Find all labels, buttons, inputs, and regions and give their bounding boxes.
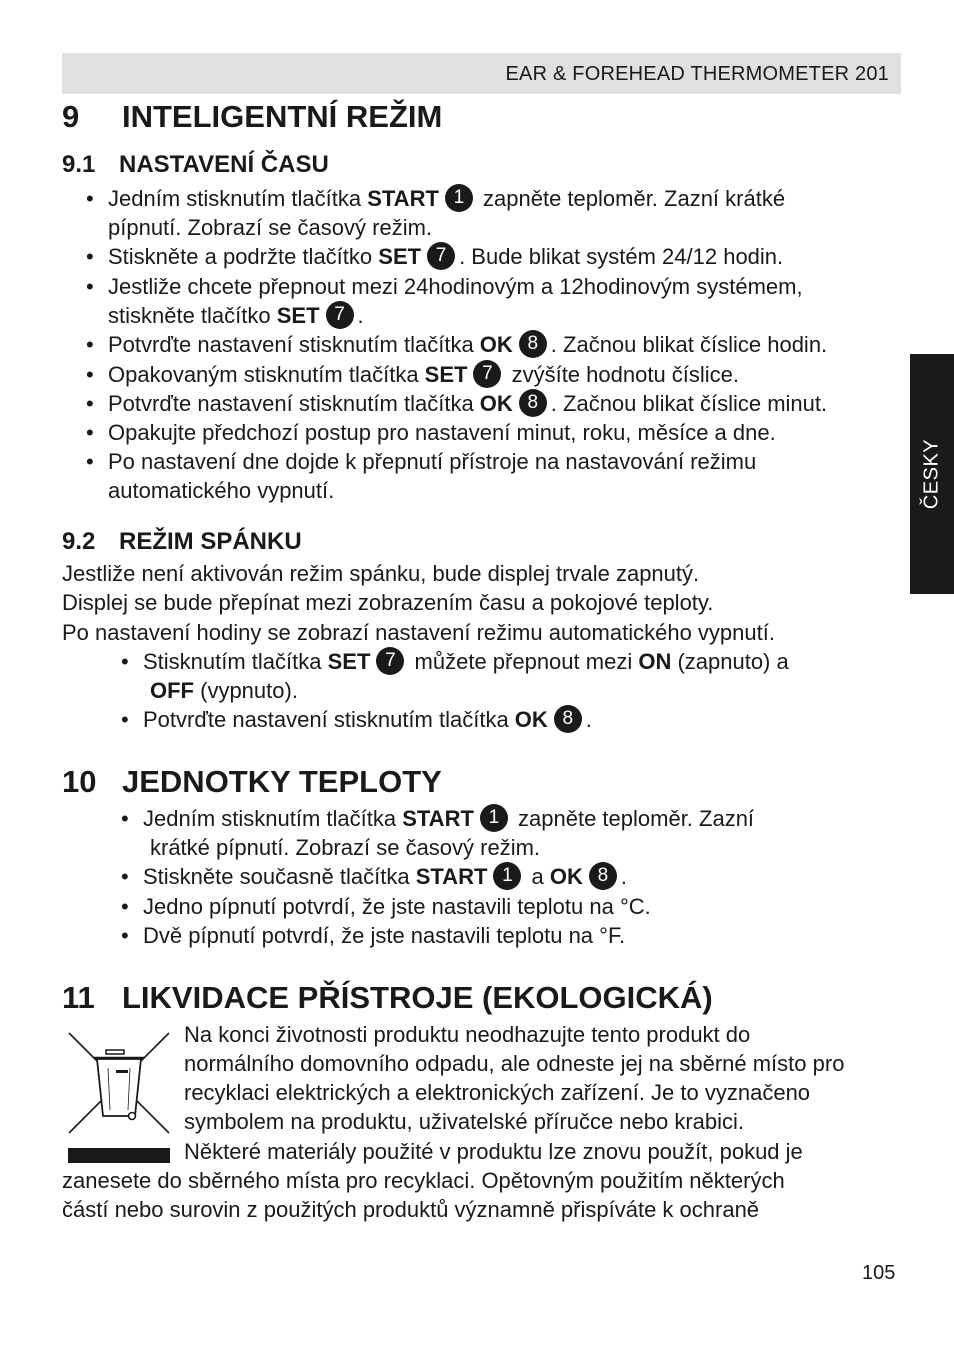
section-9-heading: [62, 99, 442, 135]
button-number-badge: 1: [493, 862, 521, 890]
list-item-continuation: krátké pípnutí. Zobrazí se časový režim.: [150, 835, 541, 860]
button-number-badge: 7: [473, 360, 501, 388]
list-item: Dvě pípnutí potvrdí, že jste nastavili teplotu na °F.: [143, 923, 626, 948]
bullet-dot: •: [121, 923, 129, 948]
page-number: 105: [862, 1262, 896, 1284]
section-title: REŽIM SPÁNKU: [119, 528, 302, 555]
button-number-badge: 7: [376, 647, 404, 675]
section-title: INTELIGENTNÍ REŽIM: [122, 99, 443, 134]
list-item: Potvrďte nastavení stisknutím tlačítka OK 8 . Začnou blikat číslice minut.: [108, 391, 828, 416]
bullet-dot: •: [86, 420, 94, 445]
button-number-badge: 8: [519, 330, 547, 358]
key-label: SET: [276, 303, 320, 328]
key-label: OK: [479, 391, 513, 416]
paragraph-line: Jestliže není aktivován režim spánku, bude displej trvale zapnutý.: [62, 561, 700, 586]
list-item-continuation: OFF (vypnuto).: [150, 678, 298, 703]
language-tab-label: ČESKY: [920, 438, 943, 510]
bullet-dot: •: [86, 244, 94, 269]
section-number: 9.2: [62, 528, 96, 555]
bullet-dot: •: [86, 332, 94, 357]
paragraph-line: částí nebo surovin z použitých produktů významně přispíváte k ochraně: [62, 1197, 760, 1222]
key-label: SET: [424, 362, 468, 387]
list-item-continuation: automatického vypnutí.: [108, 478, 335, 503]
section-number: 9: [62, 99, 80, 134]
key-label: START: [367, 186, 439, 211]
bullet-dot: •: [121, 864, 129, 889]
bullet-dot: •: [121, 894, 129, 919]
paragraph-line: normálního domovního odpadu, ale odneste jej na sběrné místo pro: [184, 1051, 845, 1076]
list-item: Potvrďte nastavení stisknutím tlačítka OK 8 .: [143, 707, 592, 732]
list-item-continuation: stiskněte tlačítko SET 7 .: [108, 303, 364, 328]
section-title: LIKVIDACE PŘÍSTROJE (EKOLOGICKÁ): [122, 980, 713, 1015]
button-number-badge: 8: [589, 862, 617, 890]
button-number-badge: 1: [445, 184, 473, 212]
header-bar: [62, 53, 901, 94]
list-item: Opakujte předchozí postup pro nastavení minut, roku, měsíce a dne.: [108, 420, 776, 445]
on-label: ON: [638, 649, 672, 674]
bullet-dot: •: [86, 362, 94, 387]
list-item-continuation: pípnutí. Zobrazí se časový režim.: [108, 215, 433, 240]
bullet-dot: •: [86, 186, 94, 211]
button-number-badge: 8: [554, 705, 582, 733]
section-10-heading: [62, 764, 442, 800]
paragraph-line: Na konci životnosti produktu neodhazujte tento produkt do: [184, 1022, 751, 1047]
key-label: OK: [479, 332, 513, 357]
button-number-badge: 8: [519, 389, 547, 417]
section-11-heading: [62, 980, 713, 1016]
key-label: SET: [378, 244, 422, 269]
key-label: OK: [549, 864, 583, 889]
key-label: OK: [514, 707, 548, 732]
bullet-dot: •: [121, 806, 129, 831]
bullet-dot: •: [86, 274, 94, 299]
button-number-badge: 1: [480, 804, 508, 832]
bullet-dot: •: [86, 449, 94, 474]
section-number: 10: [62, 764, 97, 799]
list-item: Stisknutím tlačítka SET 7 můžete přepnout mezi ON (zapnuto) a: [143, 649, 789, 674]
header-title: EAR & FOREHEAD THERMOMETER 201: [505, 63, 889, 85]
crossed-out-bin-icon: [66, 1030, 172, 1166]
list-item: Stiskněte a podržte tlačítko SET 7 . Bude blikat systém 24/12 hodin.: [108, 244, 784, 269]
section-9-2-heading: [62, 528, 302, 556]
bullet-dot: •: [121, 649, 129, 674]
section-title: JEDNOTKY TEPLOTY: [122, 764, 442, 799]
paragraph-line: Po nastavení hodiny se zobrazí nastavení režimu automatického vypnutí.: [62, 620, 775, 645]
key-label: SET: [327, 649, 371, 674]
bullet-dot: •: [86, 391, 94, 416]
key-label: START: [415, 864, 488, 889]
list-item: Jedno pípnutí potvrdí, že jste nastavili teplotu na °C.: [143, 894, 651, 919]
button-number-badge: 7: [427, 242, 455, 270]
bullet-dot: •: [121, 707, 129, 732]
list-item: Potvrďte nastavení stisknutím tlačítka OK 8 . Začnou blikat číslice hodin.: [108, 332, 828, 357]
section-number: 11: [62, 980, 95, 1015]
paragraph-line: Displej se bude přepínat mezi zobrazením času a pokojové teploty.: [62, 590, 714, 615]
button-number-badge: 7: [326, 301, 354, 329]
list-item: Jestliže chcete přepnout mezi 24hodinovým a 12hodinovým systémem,: [108, 274, 803, 299]
section-9-1-heading: [62, 151, 329, 179]
language-tab: [910, 354, 954, 594]
paragraph-line: symbolem na produktu, uživatelské příručce nebo krabici.: [184, 1109, 745, 1134]
key-label: START: [402, 806, 474, 831]
paragraph-line: zanesete do sběrného místa pro recyklaci. Opětovným použitím některých: [62, 1168, 785, 1193]
list-item: Jedním stisknutím tlačítka START 1 zapněte teploměr. Zazní: [143, 806, 755, 831]
section-title: NASTAVENÍ ČASU: [119, 151, 329, 178]
list-item: Po nastavení dne dojde k přepnutí přístroje na nastavování režimu: [108, 449, 757, 474]
list-item: Opakovaným stisknutím tlačítka SET 7 zvýšíte hodnotu číslice.: [108, 362, 740, 387]
paragraph-line: Některé materiály použité v produktu lze znovu použít, pokud je: [184, 1139, 803, 1164]
section-number: 9.1: [62, 151, 96, 178]
off-label: OFF: [150, 678, 194, 703]
list-item: Jedním stisknutím tlačítka START 1 zapněte teploměr. Zazní krátké: [108, 186, 786, 211]
list-item: Stiskněte současně tlačítka START 1 a OK 8 .: [143, 864, 627, 889]
paragraph-line: recyklaci elektrických a elektronických zařízení. Je to vyznačeno: [184, 1080, 811, 1105]
